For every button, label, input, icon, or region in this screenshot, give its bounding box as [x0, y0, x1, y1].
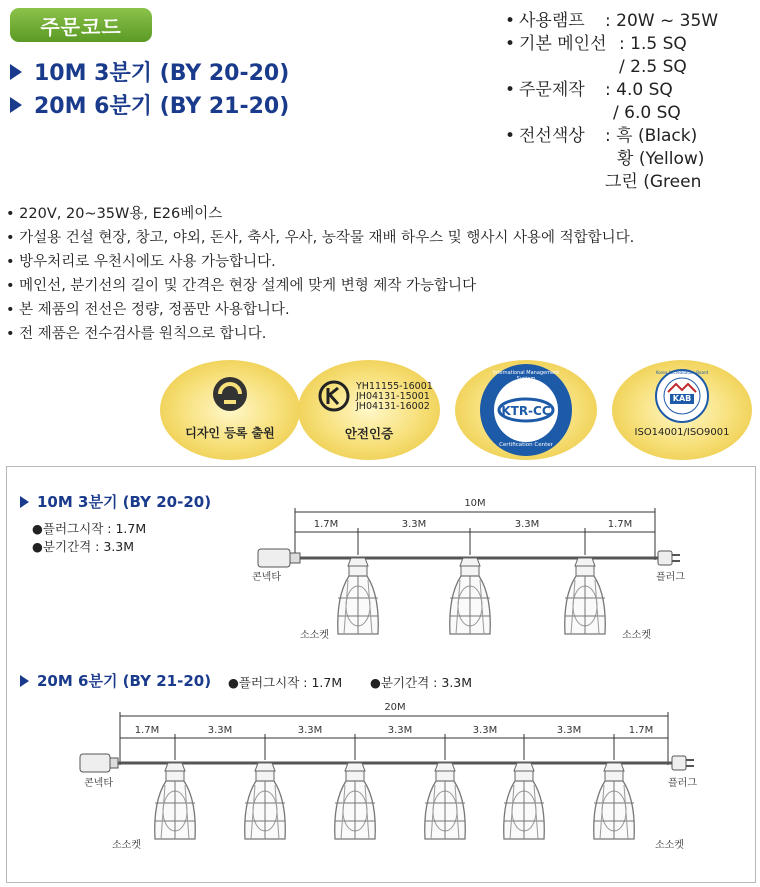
spec-list: • 사용램프 : 20W ~ 35W • 기본 메인선 : 1.5 SQ / 2.5 SQ • 주문제작 : 4.0 SQ / 6.0 SQ • 전선색상 : 흑 (Black) 황 (Yellow) 그린 (Green: [505, 11, 719, 192]
diagram1-socket-label-left: 소소켓: [300, 630, 329, 641]
diagram2-socket-label-left: 소소켓: [112, 840, 141, 851]
spec-custom-value1: : 4.0 SQ: [605, 80, 673, 100]
kc-code: JH04131-16002: [356, 401, 430, 412]
connector-icon: [258, 549, 290, 567]
feature-item: • 본 제품의 전선은 정량, 정품만 사용합니다.: [6, 302, 290, 318]
spec-mainwire-value1: : 1.5 SQ: [619, 34, 687, 54]
spec-color-value1: : 흑 (Black): [605, 126, 698, 146]
plug-icon: [658, 551, 672, 565]
lamp-socket-icon: [565, 558, 606, 634]
diagram2-seg-label: 1.7M: [134, 725, 160, 736]
diagram1-dimensions: [295, 508, 655, 560]
diagram1-seg-label: 1.7M: [313, 519, 339, 530]
feature-text: 220V, 20~35W용, E26베이스: [19, 206, 223, 222]
spec-color-value2: 황 (Yellow): [617, 149, 705, 169]
diagram2-seg-label: 3.3M: [207, 725, 233, 736]
diagram2-lamps: [155, 763, 635, 839]
diagram2-seg-label: 3.3M: [472, 725, 498, 736]
diagram1-lamps: [338, 558, 606, 634]
feature-item: • 방우처리로 우천시에도 사용 가능합니다.: [6, 254, 276, 270]
diagram1-title-text: 10M 3분기 (BY 20-20): [37, 493, 212, 511]
spec-mainwire-label: 기본 메인선: [519, 34, 607, 54]
model-20m-label: 20M 6분기 (BY 21-20): [34, 94, 290, 119]
cert-kc-label: 안전인증: [344, 426, 394, 441]
arrow-right-icon: [20, 675, 29, 687]
diagram2-title: [20, 670, 211, 691]
spec-color-value3: 그린 (Green: [605, 172, 702, 192]
diagram1-seg-label: 3.3M: [514, 519, 540, 530]
cert-design-label: 디자인 등록 출원: [185, 426, 275, 440]
feature-item: • 220V, 20~35W용, E26베이스: [6, 206, 223, 222]
diagram2-connector-label: 콘넥타: [84, 778, 113, 789]
plug-icon: [672, 756, 686, 770]
spec-lamp-label: 사용램프: [519, 11, 585, 31]
lamp-socket-icon: [450, 558, 491, 634]
lamp-socket-icon: [338, 558, 379, 634]
ktr-text: KTR-CC: [501, 404, 551, 418]
spec-custom-label: 주문제작: [519, 80, 585, 100]
diagram2-seg-label: 1.7M: [628, 725, 654, 736]
feature-item: • 전 제품은 전수검사를 원칙으로 합니다.: [6, 326, 267, 342]
kc-code: YH11155-16001: [356, 381, 433, 392]
diagram1-note-plug-start: ●플러그시작 : 1.7M: [32, 521, 147, 536]
feature-text: 본 제품의 전선은 정량, 정품만 사용합니다.: [19, 302, 290, 318]
lamp-socket-icon: [155, 763, 196, 839]
model-10m-label: 10M 3분기 (BY 20-20): [34, 61, 290, 86]
diagram1-total-label: 10M: [464, 498, 486, 509]
feature-text: 메인선, 분기선의 길이 및 간격은 현장 설계에 맞게 변형 제작 가능합니다: [19, 278, 477, 294]
cert-kab-label: ISO14001/ISO9001: [634, 427, 730, 438]
diagram1-seg-label: 3.3M: [401, 519, 427, 530]
diagram1-note-interval: ●분기간격 : 3.3M: [32, 539, 135, 554]
diagram2-note-interval: ●분기간격 : 3.3M: [370, 675, 473, 690]
diagram2-plug-label: 플러그: [668, 778, 697, 789]
diagram1-socket-label-right: 소소켓: [622, 630, 651, 641]
feature-text: 가설용 건설 현장, 창고, 야외, 돈사, 축사, 우사, 농작물 재배 하우스 및 행사시 사용에 적합합니다.: [19, 230, 635, 246]
diagram2-title-text: 20M 6분기 (BY 21-20): [37, 672, 212, 690]
ktr-top-text: International Management System: [492, 370, 560, 382]
spec-custom-value2: / 6.0 SQ: [613, 103, 681, 123]
spec-lamp-value: : 20W ~ 35W: [605, 11, 719, 31]
feature-text: 전 제품은 전수검사를 원칙으로 합니다.: [19, 326, 267, 342]
lamp-socket-icon: [245, 763, 286, 839]
spec-mainwire-value2: / 2.5 SQ: [619, 57, 687, 77]
diagram1-plug-label: 플러그: [656, 572, 685, 583]
feature-item: • 메인선, 분기선의 길이 및 간격은 현장 설계에 맞게 변형 제작 가능합니다: [6, 278, 477, 294]
diagram2-seg-label: 3.3M: [387, 725, 413, 736]
ktr-bottom-text: Certification Center: [499, 442, 553, 448]
feature-item: • 가설용 건설 현장, 창고, 야외, 돈사, 축사, 우사, 농작물 재배 하우스 및 행사시 사용에 적합합니다.: [6, 230, 635, 246]
lamp-socket-icon: [425, 763, 466, 839]
diagram2-seg-label: 3.3M: [556, 725, 582, 736]
diagram2-total-label: 20M: [384, 702, 406, 713]
diagram2-dimensions: [120, 712, 668, 765]
lamp-socket-icon: [335, 763, 376, 839]
connector-icon: [80, 754, 110, 772]
kc-code: JH04131-15001: [356, 391, 430, 402]
kab-text: KAB: [672, 394, 692, 403]
diagram1-connector-label: 콘넥타: [252, 572, 281, 583]
diagram1-seg-label: 1.7M: [607, 519, 633, 530]
diagram2-socket-label-right: 소소켓: [655, 840, 684, 851]
kab-top-text: Korea Accreditation Board: [655, 370, 709, 375]
lamp-socket-icon: [594, 763, 635, 839]
diagram2-note-plug-start: ●플러그시작 : 1.7M: [228, 675, 343, 690]
feature-text: 방우처리로 우천시에도 사용 가능합니다.: [19, 254, 276, 270]
lamp-socket-icon: [504, 763, 545, 839]
order-code-badge: 주문코드: [10, 8, 152, 42]
spec-color-label: 전선색상: [519, 126, 585, 146]
diagram2-seg-label: 3.3M: [297, 725, 323, 736]
